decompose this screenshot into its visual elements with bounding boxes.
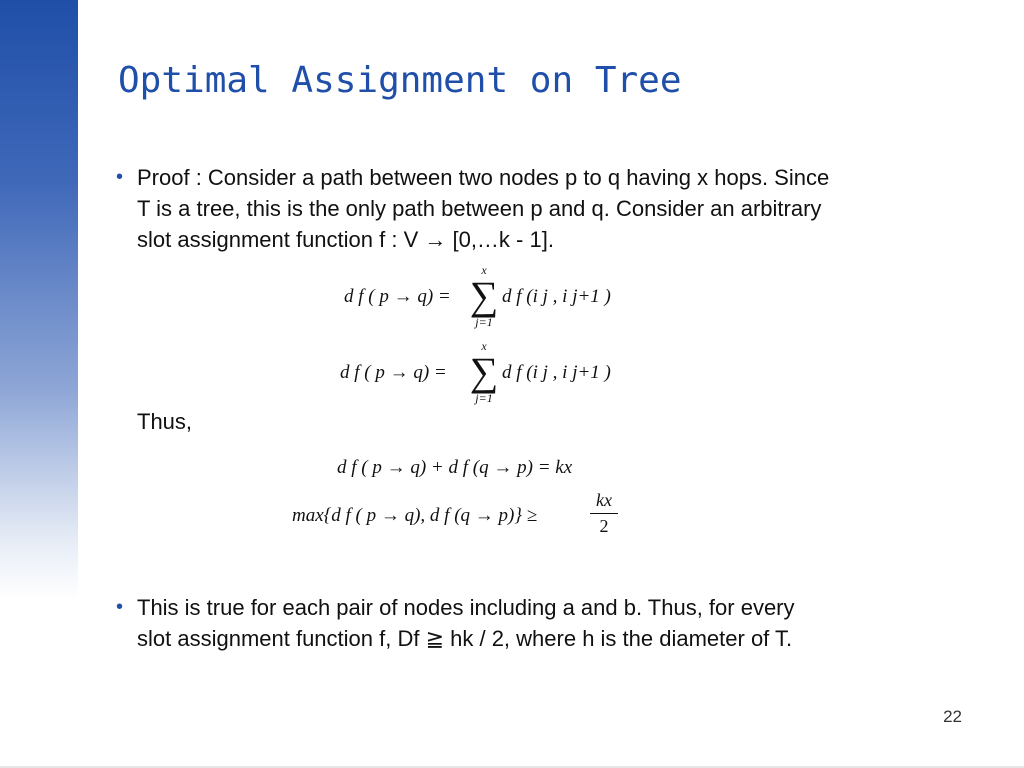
equation-1-rhs: d f (i j , i j+1 )	[502, 286, 611, 307]
side-decoration-bar	[0, 0, 78, 600]
equation-2-sum-lower: j=1	[475, 391, 493, 405]
bullet-proof	[116, 162, 967, 255]
equation-2-lhs: d f ( p → q) =	[340, 362, 447, 383]
slide-title: Optimal Assignment on Tree	[118, 60, 682, 101]
equation-2-sum	[466, 340, 502, 404]
equation-1-sum-upper: x	[481, 263, 487, 277]
equation-4-lhs: max{d f ( p → q), d f (q → p)} ≥	[292, 505, 538, 526]
bullet-conclusion-line-2: slot assignment function f, Df ≧ hk / 2, where h is the diameter of T.	[137, 626, 793, 651]
bullet-proof-line-3: slot assignment function f : V → [0,…k - 1].	[137, 227, 554, 252]
bullet-conclusion-line-1: This is true for each pair of nodes including a and b. Thus, for every	[137, 595, 795, 620]
bullet-dot-icon: •	[116, 166, 124, 188]
equation-4-numerator: kx	[596, 490, 612, 510]
equation-4-fraction	[590, 490, 618, 537]
bullet-proof-line-2: T is a tree, this is the only path between p and q. Consider an arbitrary	[137, 196, 822, 221]
equation-3: d f ( p → q) + d f (q → p) = kx	[337, 457, 573, 478]
bullet-conclusion	[116, 592, 967, 654]
fraction-bar	[590, 513, 618, 514]
page-number: 22	[943, 707, 962, 726]
thus-label: Thus,	[137, 409, 193, 434]
bullet-proof-line-1: Proof : Consider a path between two nodes p to q having x hops. Since	[137, 165, 830, 190]
equation-2-sum-upper: x	[481, 339, 487, 353]
equation-1-lhs: d f ( p → q) =	[344, 286, 451, 307]
equation-1-sum-lower: j=1	[475, 315, 493, 329]
summation-icon: ∑	[469, 273, 499, 318]
equation-1-sum	[466, 264, 502, 328]
equation-2-rhs: d f (i j , i j+1 )	[502, 362, 611, 383]
summation-icon: ∑	[469, 349, 499, 394]
bullet-dot-icon: •	[116, 596, 124, 618]
equation-4-denominator: 2	[599, 516, 609, 536]
